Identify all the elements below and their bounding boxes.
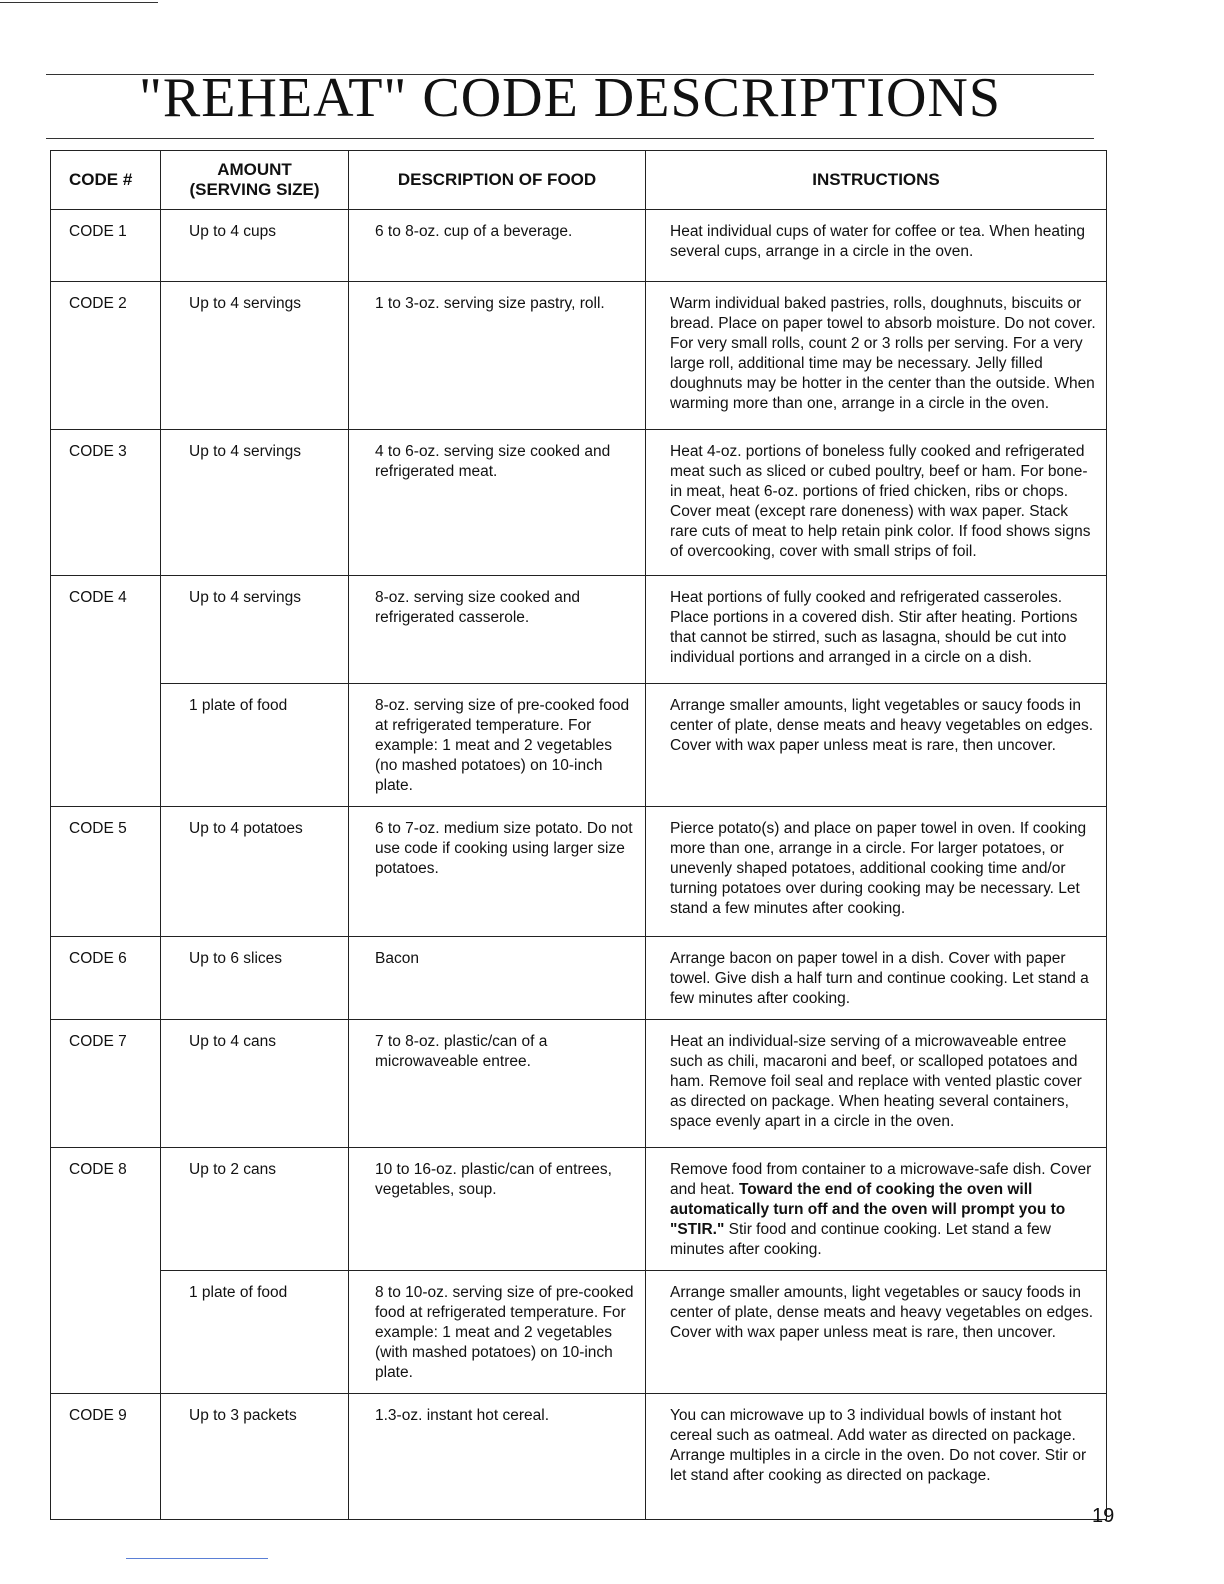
table-row — [51, 282, 1107, 430]
header-code: CODE # — [51, 151, 161, 210]
description-cell: 7 to 8-oz. plastic/can of a microwaveable entree. — [349, 1020, 646, 1148]
instructions-text: Stir food and continue cooking. Let stand a few minutes after cooking. — [670, 1221, 1051, 1258]
code-cell: CODE 3 — [51, 430, 161, 576]
title-rule-bottom — [46, 138, 1094, 139]
description-cell: 1 to 3-oz. serving size pastry, roll. — [349, 282, 646, 430]
description-cell: 10 to 16-oz. plastic/can of entrees, vegetables, soup. — [349, 1148, 646, 1271]
description-cell: 8 to 10-oz. serving size of pre-cooked food at refrigerated temperature. For example: 1 meat and 2 vegetables (with mashed potatoes) on 10-inch plate. — [349, 1271, 646, 1394]
amount-cell: Up to 4 potatoes — [161, 807, 349, 937]
code-cell: CODE 4 — [51, 576, 161, 807]
instructions-bold-text: Toward the end of cooking the oven will automatically turn off and the oven will prompt you to "STIR." — [670, 1181, 1066, 1238]
header-instructions: INSTRUCTIONS — [646, 151, 1107, 210]
table-row — [51, 1271, 1107, 1394]
description-cell: Bacon — [349, 937, 646, 1020]
code-cell: CODE 1 — [51, 210, 161, 282]
code-cell: CODE 7 — [51, 1020, 161, 1148]
instructions-text: Remove food from container to a microwave-safe dish. Cover and heat. — [670, 1161, 1092, 1198]
header-amount-line1: AMOUNT — [217, 160, 292, 179]
page-number: 19 — [1092, 1505, 1115, 1527]
amount-cell: Up to 4 cans — [161, 1020, 349, 1148]
table-row — [51, 1020, 1107, 1148]
amount-cell: Up to 4 servings — [161, 430, 349, 576]
instructions-cell: Heat an individual-size serving of a microwaveable entree such as chili, macaroni and beef, or scalloped potatoes and ham. Remove foil seal and replace with vented plastic cover as directed on package. When heating several containers, space evenly apart in a circle in the oven. — [646, 1020, 1107, 1148]
amount-cell: Up to 4 servings — [161, 576, 349, 684]
amount-cell: Up to 4 cups — [161, 210, 349, 282]
table-row — [51, 1148, 1107, 1271]
page-title: "REHEAT" CODE DESCRIPTIONS — [139, 67, 1001, 129]
table-row — [51, 576, 1107, 684]
description-cell: 8-oz. serving size cooked and refrigerated casserole. — [349, 576, 646, 684]
table-row — [51, 807, 1107, 937]
top-edge-line — [0, 2, 158, 3]
table-header-row — [51, 151, 1107, 210]
description-cell: 6 to 7-oz. medium size potato. Do not use code if cooking using larger size potatoes. — [349, 807, 646, 937]
code-cell: CODE 2 — [51, 282, 161, 430]
description-cell: 6 to 8-oz. cup of a beverage. — [349, 210, 646, 282]
amount-cell: Up to 6 slices — [161, 937, 349, 1020]
table-row — [51, 430, 1107, 576]
instructions-cell: Arrange bacon on paper towel in a dish. Cover with paper towel. Give dish a half turn and continue cooking. Let stand a few minutes after cooking. — [646, 937, 1107, 1020]
instructions-cell: Heat 4-oz. portions of boneless fully cooked and refrigerated meat such as sliced or cubed poultry, beef or ham. For bone-in meat, heat 6-oz. portions of fried chicken, ribs or chops. Cover meat (except rare doneness) with wax paper. Stack rare cuts of meat to help retain pink color. If food shows signs of overcooking, cover with small strips of foil. — [646, 430, 1107, 576]
description-cell: 8-oz. serving size of pre-cooked food at refrigerated temperature. For example: 1 meat and 2 vegetables (no mashed potatoes) on 10-inch plate. — [349, 684, 646, 807]
table-row — [51, 1394, 1107, 1520]
code-cell: CODE 8 — [51, 1148, 161, 1394]
instructions-cell: Heat portions of fully cooked and refrigerated casseroles. Place portions in a covered dish. Stir after heating. Portions that cannot be stirred, such as lasagna, should be cut into individual portions and arranged in a circle on a dish. — [646, 576, 1107, 684]
bottom-edge-line — [126, 1558, 268, 1559]
amount-cell: 1 plate of food — [161, 684, 349, 807]
table-row — [51, 937, 1107, 1020]
instructions-cell: Arrange smaller amounts, light vegetables or saucy foods in center of plate, dense meats and heavy vegetables on edges. Cover with wax paper unless meat is rare, then uncover. — [646, 1271, 1107, 1394]
instructions-cell: You can microwave up to 3 individual bowls of instant hot cereal such as oatmeal. Add water as directed on package. Arrange multiples in a circle in the oven. Do not cover. Stir or let stand after cooking as directed on package. — [646, 1394, 1107, 1520]
instructions-cell — [646, 1148, 1107, 1271]
amount-cell: Up to 4 servings — [161, 282, 349, 430]
instructions-cell: Warm individual baked pastries, rolls, doughnuts, biscuits or bread. Place on paper towel to absorb moisture. Do not cover. For very small rolls, count 2 or 3 rolls per serving. For a very large roll, additional time may be necessary. Jelly filled doughnuts may be hotter in the center than the outside. When warming more than one, arrange in a circle in the oven. — [646, 282, 1107, 430]
amount-cell: Up to 2 cans — [161, 1148, 349, 1271]
code-cell: CODE 5 — [51, 807, 161, 937]
code-cell: CODE 6 — [51, 937, 161, 1020]
description-cell: 4 to 6-oz. serving size cooked and refrigerated meat. — [349, 430, 646, 576]
reheat-code-table — [50, 150, 1107, 1520]
header-description: DESCRIPTION OF FOOD — [349, 151, 646, 210]
table-row — [51, 210, 1107, 282]
header-amount — [161, 151, 349, 210]
instructions-cell: Arrange smaller amounts, light vegetables or saucy foods in center of plate, dense meats and heavy vegetables on edges. Cover with wax paper unless meat is rare, then uncover. — [646, 684, 1107, 807]
amount-cell: 1 plate of food — [161, 1271, 349, 1394]
instructions-cell: Heat individual cups of water for coffee or tea. When heating several cups, arrange in a circle in the oven. — [646, 210, 1107, 282]
amount-cell: Up to 3 packets — [161, 1394, 349, 1520]
code-cell: CODE 9 — [51, 1394, 161, 1520]
description-cell: 1.3-oz. instant hot cereal. — [349, 1394, 646, 1520]
header-amount-line2: (SERVING SIZE) — [189, 180, 320, 199]
table-row — [51, 684, 1107, 807]
instructions-cell: Pierce potato(s) and place on paper towel in oven. If cooking more than one, arrange in a circle. For larger potatoes, or unevenly shaped potatoes, additional cooking time and/or turning potatoes over during cooking may be necessary. Let stand a few minutes after cooking. — [646, 807, 1107, 937]
